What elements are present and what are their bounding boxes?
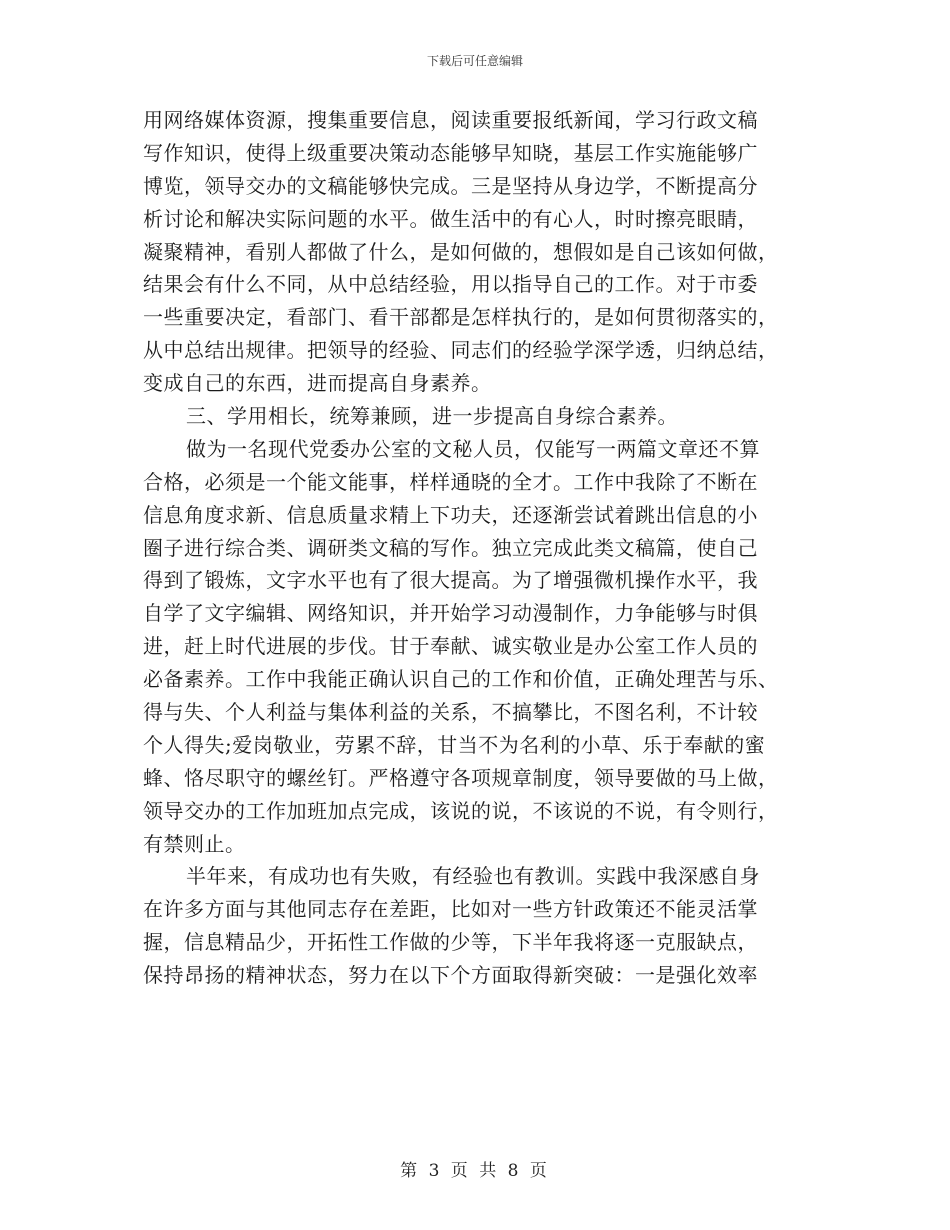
text-line: 领导交办的工作加班加点完成，该说的说，不该说的不说，有令则行， (143, 798, 779, 823)
text-line: 必备素养。工作中我能正确认识自己的工作和价值，正确处理苦与乐、 (143, 667, 779, 692)
text-line: 有禁则止。 (143, 831, 246, 856)
text-line: 蜂、恪尽职守的螺丝钉。严格遵守各项规章制度，领导要做的马上做， (143, 765, 779, 790)
text-line: 自学了文字编辑、网络知识，并开始学习动漫制作，力争能够与时俱 (143, 601, 758, 626)
text-line: 个人得失;爱岗敬业，劳累不辞，甘当不为名利的小草、乐于奉献的蜜 (143, 732, 766, 757)
text-line: 变成自己的东西，进而提高自身素养。 (143, 371, 492, 396)
text-line: 圈子进行综合类、调研类文稿的写作。独立完成此类文稿篇，使自己 (143, 535, 758, 560)
page-header: 下载后可任意编辑 (426, 54, 523, 68)
text-line: 用网络媒体资源，搜集重要信息，阅读重要报纸新闻，学习行政文稿 (143, 108, 758, 132)
text-line: 三、学用相长，统筹兼顾，进一步提高自身综合素养。 (186, 404, 678, 429)
text-line: 信息角度求新、信息质量求精上下功夫，还逐渐尝试着跳出信息的小 (143, 502, 758, 527)
text-line: 得到了锻炼，文字水平也有了很大提高。为了增强微机操作水平，我 (143, 568, 758, 593)
text-line: 保持昂扬的精神状态，努力在以下个方面取得新突破：一是强化效率 (143, 963, 758, 988)
text-line: 博览，领导交办的文稿能够快完成。三是坚持从身边学，不断提高分 (143, 173, 758, 198)
text-line: 一些重要决定，看部门、看干部都是怎样执行的，是如何贯彻落实的， (143, 305, 779, 330)
text-line: 做为一名现代党委办公室的文秘人员，仅能写一两篇文章还不算 (186, 436, 760, 461)
document-body (143, 104, 809, 992)
text-line: 在许多方面与其他同志存在差距，比如对一些方针政策还不能灵活掌 (143, 897, 758, 922)
page-footer: 第 3 页 共 8 页 (400, 1161, 550, 1181)
text-line: 凝聚精神，看别人都做了什么，是如何做的，想假如是自己该如何做， (143, 239, 779, 264)
text-line: 合格，必须是一个能文能事，样样通晓的全才。工作中我除了不断在 (143, 469, 758, 494)
text-line: 握，信息精品少，开拓性工作做的少等，下半年我将逐一克服缺点， (143, 930, 758, 955)
text-line: 结果会有什么不同，从中总结经验，用以指导自己的工作。对于市委 (143, 272, 758, 297)
text-line: 从中总结出规律。把领导的经验、同志们的经验学深学透，归纳总结， (143, 338, 779, 363)
text-line: 得与失、个人利益与集体利益的关系，不搞攀比，不图名利，不计较 (143, 700, 758, 725)
text-line: 进，赶上时代进展的步伐。甘于奉献、诚实敬业是办公室工作人员的 (143, 634, 758, 659)
text-line: 写作知识，使得上级重要决策动态能够早知晓，基层工作实施能够广 (143, 140, 758, 165)
text-line: 析讨论和解决实际问题的水平。做生活中的有心人，时时擦亮眼睛， (143, 206, 758, 231)
text-line: 半年来，有成功也有失败，有经验也有教训。实践中我深感自身 (186, 864, 760, 889)
